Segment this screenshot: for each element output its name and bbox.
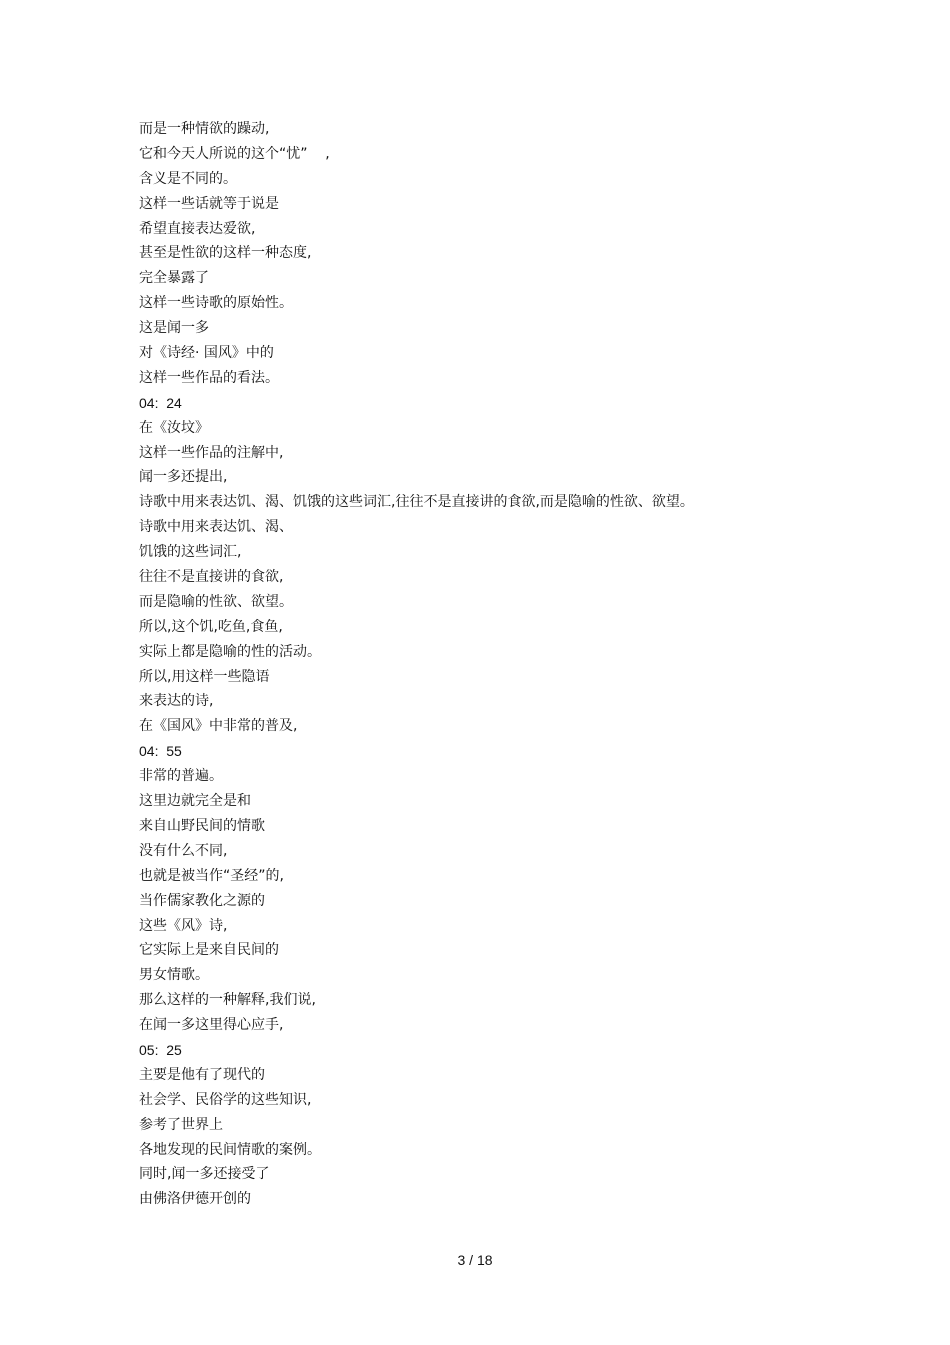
- text-line: 当作儒家教化之源的: [139, 892, 265, 909]
- text-line: 各地发现的民间情歌的案例。: [139, 1141, 321, 1158]
- text-line: 甚至是性欲的这样一种态度,: [139, 245, 312, 262]
- text-line: 这些《风》诗,: [139, 917, 228, 934]
- text-line: 也就是被当作“圣经”的,: [139, 867, 284, 884]
- text-line: 来表达的诗,: [139, 693, 214, 710]
- text-line: 它实际上是来自民间的: [139, 942, 279, 959]
- document-body: [139, 117, 919, 1212]
- text-line: 诗歌中用来表达饥、渴、饥饿的这些词汇,往往不是直接讲的食欲,而是隐喻的性欲、欲望。: [139, 494, 694, 511]
- text-line: 对《诗经· 国风》中的: [139, 345, 274, 362]
- text-line: 往往不是直接讲的食欲,: [139, 569, 284, 586]
- text-line: 社会学、民俗学的这些知识,: [139, 1091, 312, 1108]
- text-line: 参考了世界上: [139, 1116, 223, 1133]
- text-line: 在《汝坟》: [139, 419, 209, 436]
- text-line: 诗歌中用来表达饥、渴、: [139, 519, 293, 536]
- text-line: 它和今天人所说的这个“忧” ,: [139, 145, 330, 162]
- text-line: 所以,这个饥,吃鱼,食鱼,: [139, 618, 283, 635]
- text-line: 来自山野民间的情歌: [139, 817, 265, 834]
- text-line: 这里边就完全是和: [139, 793, 251, 810]
- text-line: 所以,用这样一些隐语: [139, 668, 270, 685]
- timestamp-line: 04: 24: [139, 394, 182, 411]
- text-line: 这样一些作品的注解中,: [139, 444, 284, 461]
- text-line: 闻一多还提出,: [139, 469, 228, 486]
- text-line: 完全暴露了: [139, 270, 209, 287]
- text-line: 实际上都是隐喻的性的活动。: [139, 643, 321, 660]
- page-number: 3 / 18: [457, 1252, 493, 1268]
- text-line: 男女情歌。: [139, 967, 209, 984]
- text-line: 而是隐喻的性欲、欲望。: [139, 593, 293, 610]
- text-line: 这样一些话就等于说是: [139, 195, 279, 212]
- text-line: 主要是他有了现代的: [139, 1066, 265, 1083]
- text-line: 在闻一多这里得心应手,: [139, 1017, 284, 1034]
- text-line: 由佛洛伊德开创的: [139, 1191, 251, 1208]
- text-line: 饥饿的这些词汇,: [139, 544, 242, 561]
- text-line: 而是一种情欲的躁动,: [139, 121, 270, 137]
- timestamp-line: 05: 25: [139, 1041, 182, 1058]
- text-line: 非常的普遍。: [139, 768, 223, 785]
- text-line: 那么这样的一种解释,我们说,: [139, 992, 316, 1009]
- text-line: 这是闻一多: [139, 320, 209, 337]
- text-line: 希望直接表达爱欲,: [139, 220, 256, 237]
- timestamp-line: 04: 55: [139, 743, 182, 760]
- text-line: 这样一些诗歌的原始性。: [139, 295, 293, 312]
- text-line: 没有什么不同,: [139, 842, 228, 859]
- text-line: 在《国风》中非常的普及,: [139, 718, 298, 735]
- text-line: 这样一些作品的看法。: [139, 369, 279, 386]
- text-line: 含义是不同的。: [139, 170, 237, 187]
- text-line: 同时,闻一多还接受了: [139, 1166, 270, 1183]
